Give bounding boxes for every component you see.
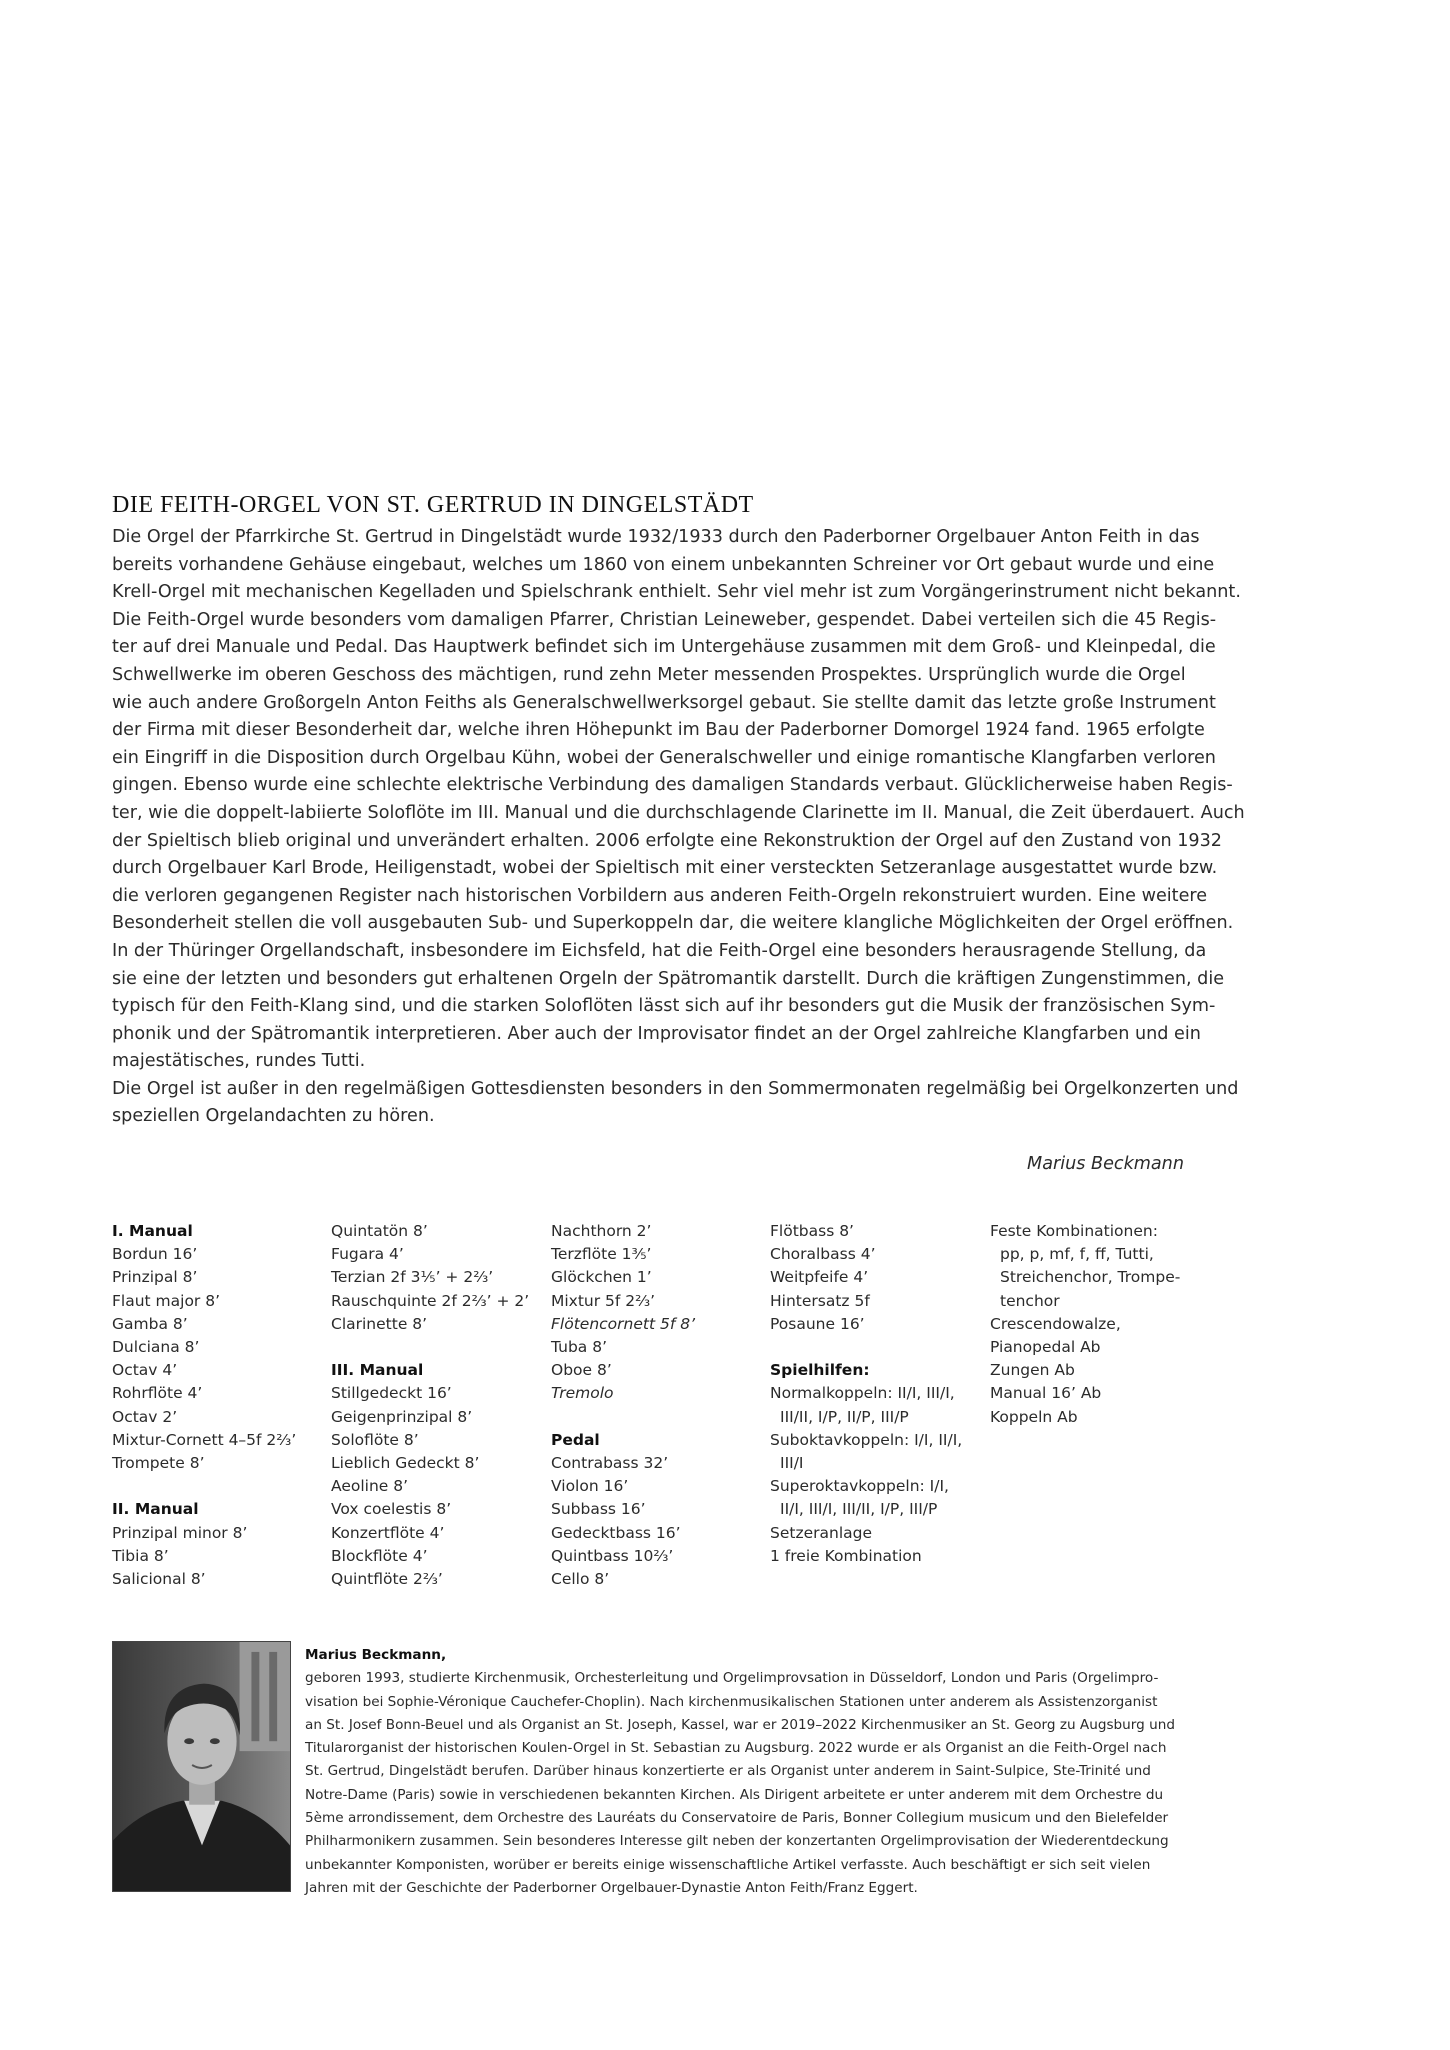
stop-entry: Dulciana 8’ [112,1338,200,1357]
bio-line: an St. Josef Bonn-Beuel und als Organist an St. Joseph, Kassel, war er 2019–2022 Kirchenmusiker an St. Georg zu Augsburg und [305,1716,1175,1733]
body-line: ein Eingriff in die Disposition durch Orgelbau Kühn, wobei der Generalschweller und einige romantische Klangfarben verloren [112,747,1216,768]
stop-entry: Trompete 8’ [112,1454,205,1473]
stop-entry: Mixtur-Cornett 4–5f 2⅔’ [112,1430,297,1449]
disposition-column-5 [990,1220,1180,1429]
stop-entry: Quintflöte 2⅔’ [331,1570,443,1589]
disposition-column-1 [112,1220,296,1591]
stop-entry: Oboe 8’ [551,1361,612,1380]
stop-entry: Gedecktbass 16’ [551,1523,681,1542]
stop-entry: Cello 8’ [551,1570,610,1589]
body-line: Besonderheit stellen die voll ausgebauten Sub- und Superkoppeln dar, die weitere klangliche Möglichkeiten der Orgel eröffnen. [112,913,1234,934]
body-line: Krell-Orgel mit mechanischen Kegelladen und Spielschrank enthielt. Sehr viel mehr ist zum Vorgängerinstrument nicht bekannt. [112,582,1241,603]
body-line: durch Orgelbauer Karl Brode, Heiligenstadt, wobei der Spieltisch mit einer versteckten Setzeranlage ausgestattet wurde bzw. [112,858,1218,879]
stop-entry: Tibia 8’ [112,1546,169,1565]
stop-entry: Prinzipal 8’ [112,1268,198,1287]
stop-entry: Posaune 16’ [770,1314,865,1333]
bio-line: 5ème arrondissement, dem Orchestre des Lauréats du Conservatoire de Paris, Bonner Collegium musicum und den Bielefelder [305,1810,1169,1827]
stop-entry: Koppeln Ab [990,1407,1078,1426]
stop-entry: Salicional 8’ [112,1570,206,1589]
stop-entry: Choralbass 4’ [770,1245,876,1264]
stop-entry: Hintersatz 5f [770,1291,870,1310]
body-line: majestätisches, rundes Tutti. [112,1051,366,1072]
article-author: Marius Beckmann [1027,1154,1184,1174]
division-heading: Pedal [551,1430,600,1449]
stop-entry: Nachthorn 2’ [551,1222,652,1240]
stop-entry: Zungen Ab [990,1361,1075,1380]
spacer [770,1336,962,1359]
body-line: typisch für den Feith-Klang sind, und die starken Soloflöten lässt sich auf ihr besonders gut die Musik der französischen Sym- [112,996,1216,1017]
stop-entry: Tuba 8’ [551,1338,607,1357]
stop-entry: Mixtur 5f 2⅔’ [551,1291,656,1310]
body-line: der Firma mit dieser Besonderheit dar, welche ihren Höhepunkt im Bau der Paderborner Domorgel 1924 fand. 1965 erfolgte [112,720,1205,741]
stop-entry: Flötencornett 5f 8’ [551,1314,695,1333]
body-line: bereits vorhandene Gehäuse eingebaut, welches um 1860 von einem unbekannten Schreiner vor Ort gebaut wurde und eine [112,554,1215,575]
stop-entry: Stillgedeckt 16’ [331,1384,452,1403]
body-line: Die Orgel ist außer in den regelmäßigen Gottesdiensten besonders in den Sommermonaten regelmäßig bei Orgelkonzerten und [112,1078,1239,1099]
stop-entry: Contrabass 32’ [551,1454,669,1473]
stop-entry: Bordun 16’ [112,1245,198,1264]
stop-entry: Blockflöte 4’ [331,1546,428,1565]
stop-entry: tenchor [1000,1291,1060,1310]
spacer [551,1406,695,1429]
stop-entry: Vox coelestis 8’ [331,1500,452,1519]
stop-entry: Konzertflöte 4’ [331,1523,445,1542]
body-line: ter, wie die doppelt-labiierte Soloflöte im III. Manual und die durchschlagende Clarinette im II. Manual, die Zeit überdauert. Auch [112,802,1245,823]
stop-entry: Suboktavkoppeln: I/I, II/I, [770,1430,963,1449]
bio-line: visation bei Sophie-Véronique Cauchefer-Choplin). Nach kirchenmusikalischen Stationen unter anderem als Assistenzorganist [305,1693,1158,1710]
stop-entry: Tremolo [551,1384,614,1403]
stop-entry: pp, p, mf, f, ff, Tutti, [1000,1245,1154,1264]
stop-entry: Weitpfeife 4’ [770,1268,869,1287]
stop-entry: Aeoline 8’ [331,1477,409,1496]
disposition-column-3 [551,1220,695,1591]
disposition-column-2 [331,1220,529,1591]
portrait-photo [112,1641,291,1892]
article-title: DIE FEITH-ORGEL VON ST. GERTRUD IN DINGELSTÄDT [112,492,754,518]
stop-entry: Gamba 8’ [112,1314,188,1333]
stop-entry: Lieblich Gedeckt 8’ [331,1454,480,1473]
body-line: wie auch andere Großorgeln Anton Feiths als Generalschwellwerksorgel gebaut. Sie stellte damit das letzte große Instrument [112,692,1216,713]
body-line: ter auf drei Manuale und Pedal. Das Hauptwerk befindet sich im Untergehäuse zusammen mit dem Groß- und Kleinpedal, die [112,637,1216,658]
stop-entry: Octav 4’ [112,1361,178,1380]
stop-entry: Superoktavkoppeln: I/I, [770,1477,949,1496]
body-line: Die Feith-Orgel wurde besonders vom damaligen Pfarrer, Christian Leineweber, gespendet. Dabei verteilen sich die 45 Regis- [112,609,1217,630]
bio-line: geboren 1993, studierte Kirchenmusik, Orchesterleitung und Orgelimprovsation in Düsseldorf, London und Paris (Orgelimpro- [305,1670,1159,1687]
bio-line: Notre-Dame (Paris) sowie in verschiedenen bekannten Kirchen. Als Dirigent arbeitete er unter anderem mit dem Orchestre du [305,1786,1164,1803]
stop-entry: Flötbass 8’ [770,1222,854,1240]
stop-entry: Quintbass 10⅔’ [551,1546,674,1565]
stop-entry: Clarinette 8’ [331,1314,428,1333]
bio-line: Jahren mit der Geschichte der Paderborner Orgelbauer-Dynastie Anton Feith/Franz Eggert. [305,1879,918,1896]
stop-entry: Normalkoppeln: II/I, III/I, [770,1384,955,1403]
body-line: Schwellwerke im oberen Geschoss des mächtigen, rund zehn Meter messenden Prospektes. Ursprünglich wurde die Orgel [112,664,1186,685]
stop-entry: Manual 16’ Ab [990,1384,1102,1403]
body-line: die verloren gegangenen Register nach historischen Vorbildern aus anderen Feith-Orgeln rekonstruiert wurden. Eine weitere [112,885,1208,906]
stop-entry: Terzian 2f 3⅕’ + 2⅔’ [331,1268,494,1287]
stop-entry: Flaut major 8’ [112,1291,221,1310]
body-line: phonik und der Spätromantik interpretieren. Aber auch der Improvisator findet an der Orgel zahlreiche Klangfarben und ein [112,1023,1201,1044]
bio-line: St. Gertrud, Dingelstädt berufen. Darüber hinaus konzertierte er als Organist unter anderem in Saint-Sulpice, Ste-Trinité und [305,1763,1151,1780]
bio-line: Titularorganist der historischen Koulen-Orgel in St. Sebastian zu Augsburg. 2022 wurde er als Organist an die Feith-Orgel nach [305,1740,1167,1757]
division-heading: Spielhilfen: [770,1361,870,1380]
stop-entry: Terzflöte 1⅗’ [551,1245,652,1264]
bio-name: Marius Beckmann, [305,1647,447,1663]
stop-entry: Octav 2’ [112,1407,178,1426]
division-heading: II. Manual [112,1500,199,1519]
stop-entry: Pianopedal Ab [990,1338,1101,1357]
article-body [112,524,1245,1131]
stop-entry: Rauschquinte 2f 2⅔’ + 2’ [331,1291,530,1310]
division-heading: III. Manual [331,1361,424,1380]
stop-entry: III/II, I/P, II/P, III/P [780,1407,909,1426]
bio-line: unbekannter Komponisten, worüber er bereits einige wissenschaftliche Artikel verfasste. Auch beschäftigt er sich seit vielen [305,1856,1151,1873]
stop-entry: Crescendowalze, [990,1314,1121,1333]
spacer [331,1336,529,1359]
spacer [112,1475,296,1498]
stop-entry: Fugara 4’ [331,1245,404,1264]
biography [305,1644,1185,1900]
stop-entry: Soloflöte 8’ [331,1430,419,1449]
stop-entry: Subbass 16’ [551,1500,646,1519]
body-line: sie eine der letzten und besonders gut erhaltenen Orgeln der Spätromantik darstellt. Durch die kräftigen Zungenstimmen, die [112,968,1225,989]
stop-entry: Streichenchor, Trompe- [1000,1268,1181,1287]
disposition-column-4 [770,1220,962,1568]
stop-entry: Feste Kombinationen: [990,1222,1158,1240]
stop-entry: Prinzipal minor 8’ [112,1523,248,1542]
stop-entry: 1 freie Kombination [770,1546,922,1565]
stop-entry: Setzeranlage [770,1523,872,1542]
stop-entry: II/I, III/I, III/II, I/P, III/P [780,1500,938,1519]
stop-entry: Violon 16’ [551,1477,629,1496]
body-line: der Spieltisch blieb original und unverändert erhalten. 2006 erfolgte eine Rekonstruktion der Orgel auf den Zustand von 1932 [112,830,1222,851]
body-line: gingen. Ebenso wurde eine schlechte elektrische Verbindung des damaligen Standards verbaut. Glücklicherweise haben Regis- [112,775,1233,796]
stop-entry: Rohrflöte 4’ [112,1384,203,1403]
body-line: Die Orgel der Pfarrkirche St. Gertrud in Dingelstädt wurde 1932/1933 durch den Paderborner Orgelbauer Anton Feith in das [112,527,1200,547]
stop-entry: Quintatön 8’ [331,1222,428,1240]
bio-line: Philharmonikern zusammen. Sein besonderes Interesse gilt neben der konzertanten Orgelimprovisation der Wiederentdeckung [305,1833,1169,1850]
stop-entry: Glöckchen 1’ [551,1268,652,1287]
stop-entry: Geigenprinzipal 8’ [331,1407,473,1426]
stop-entry: III/I [780,1454,804,1473]
body-line: speziellen Orgelandachten zu hören. [112,1106,435,1127]
body-line: In der Thüringer Orgellandschaft, insbesondere im Eichsfeld, hat die Feith-Orgel eine besonders herausragende Stellung, da [112,940,1207,961]
division-heading: I. Manual [112,1222,193,1240]
